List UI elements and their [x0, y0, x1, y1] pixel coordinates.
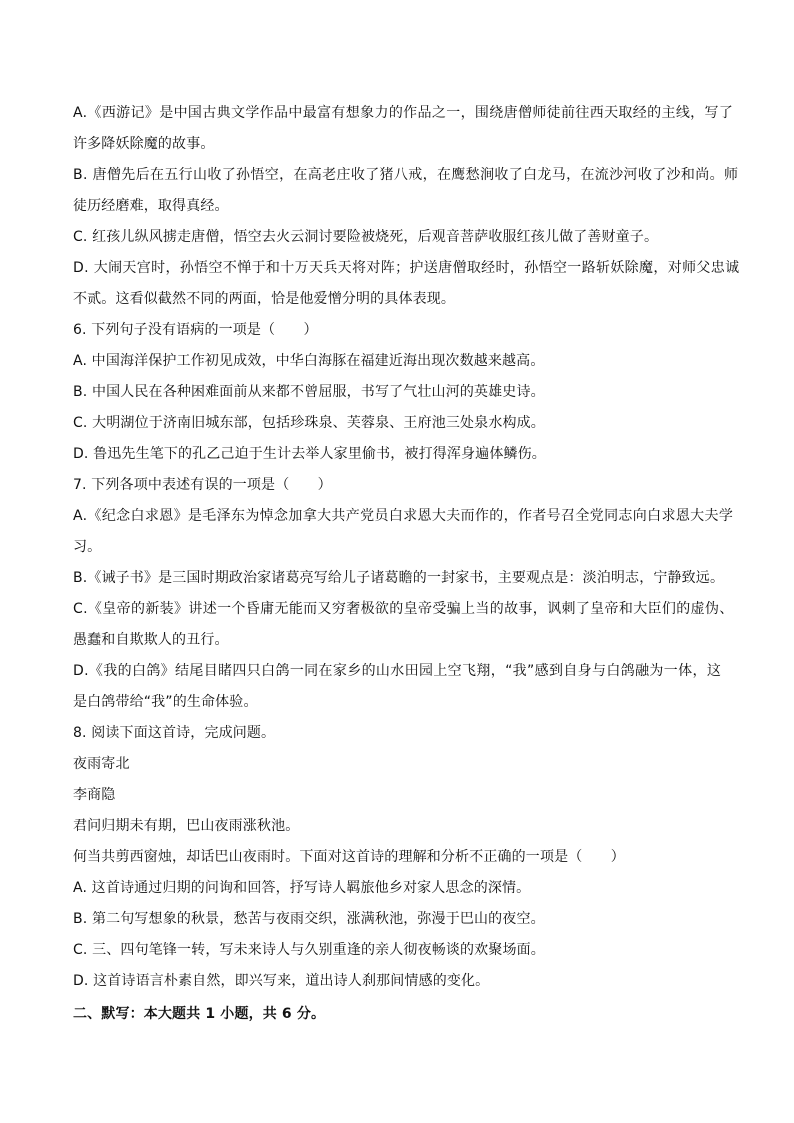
q8-option-b: B. 第二句写想象的秋景，愁苦与夜雨交织，涨满秋池，弥漫于巴山的夜空。	[73, 911, 545, 927]
q5-option-c: C. 红孩儿纵风掳走唐僧，悟空去火云洞讨要险被烧死，后观音菩萨收服红孩儿做了善财童子。	[73, 229, 659, 245]
q5-option-d-line-2: 不贰。这看似截然不同的两面，恰是他爱憎分明的具体表现。	[73, 291, 456, 307]
q6-option-d: D. 鲁迅先生笔下的孔乙己迫于生计去举人家里偷书，被打得浑身遍体鳞伤。	[73, 446, 546, 462]
q7-option-a-line-1: A.《纪念白求恩》是毛泽东为悼念加拿大共产党员白求恩大夫而作的，作者号召全党同志向白求恩大夫学	[73, 508, 734, 524]
q6-option-b: B. 中国人民在各种困难面前从来都不曾屈服，书写了气壮山河的英雄史诗。	[73, 384, 545, 400]
section-2-heading: 二、默写：本大题共 1 小题，共 6 分。	[73, 1006, 326, 1022]
poem-title: 夜雨寄北	[73, 756, 130, 772]
q7-option-c-line-2: 愚蠢和自欺欺人的丑行。	[73, 632, 229, 648]
question-7-stem: 7. 下列各项中表述有误的一项是（ ）	[73, 477, 332, 493]
poem-line-1: 君问归期未有期，巴山夜雨涨秋池。	[73, 818, 300, 834]
q5-option-b-line-2: 徒历经磨难，取得真经。	[73, 198, 229, 214]
q5-option-a-line-1: A.《西游记》是中国古典文学作品中最富有想象力的作品之一，围绕唐僧师徒前往西天取经的主线，写了	[73, 105, 734, 121]
q7-option-d-line-1: D.《我的白鸽》结尾目睹四只白鸽一同在家乡的山水田园上空飞翔，“我”感到自身与白鸽融为一体，这	[73, 663, 722, 679]
question-8-stem: 8. 阅读下面这首诗，完成问题。	[73, 725, 276, 741]
poem-author: 李商隐	[73, 787, 116, 803]
q8-option-d: D. 这首诗语言朴素自然，即兴写来，道出诗人刹那间情感的变化。	[73, 973, 490, 989]
poem-line-2-and-question: 何当共剪西窗烛，却话巴山夜雨时。下面对这首诗的理解和分析不正确的一项是（ ）	[73, 849, 625, 865]
q7-option-a-line-2: 习。	[73, 539, 102, 555]
q6-option-c: C. 大明湖位于济南旧城东部，包括珍珠泉、芙蓉泉、王府池三处泉水构成。	[73, 415, 545, 431]
q7-option-b: B.《诫子书》是三国时期政治家诸葛亮写给儿子诸葛瞻的一封家书，主要观点是：淡泊明志，宁静致远。	[73, 570, 725, 586]
q5-option-d-line-1: D. 大闹天宫时，孙悟空不惮于和十万天兵天将对阵；护送唐僧取经时，孙悟空一路斩妖除魔，对师父忠诚	[73, 260, 740, 276]
q5-option-a-line-2: 许多降妖除魔的故事。	[73, 136, 215, 152]
q7-option-c-line-1: C.《皇帝的新装》讲述一个昏庸无能而又穷奢极欲的皇帝受骗上当的故事，讽刺了皇帝和大臣们的虚伪、	[73, 601, 734, 617]
q5-option-b-line-1: B. 唐僧先后在五行山收了孙悟空，在高老庄收了猪八戒，在鹰愁涧收了白龙马，在流沙河收了沙和尚。师	[73, 167, 739, 183]
q8-option-c: C. 三、四句笔锋一转，写未来诗人与久别重逢的亲人彻夜畅谈的欢聚场面。	[73, 942, 545, 958]
q7-option-d-line-2: 是白鸽带给“我”的生命体验。	[73, 694, 258, 710]
q6-option-a: A. 中国海洋保护工作初见成效，中华白海豚在福建近海出现次数越来越高。	[73, 353, 545, 369]
question-6-stem: 6. 下列句子没有语病的一项是（ ）	[73, 322, 318, 338]
q8-option-a: A. 这首诗通过归期的问询和回答，抒写诗人羁旅他乡对家人思念的深情。	[73, 880, 531, 896]
